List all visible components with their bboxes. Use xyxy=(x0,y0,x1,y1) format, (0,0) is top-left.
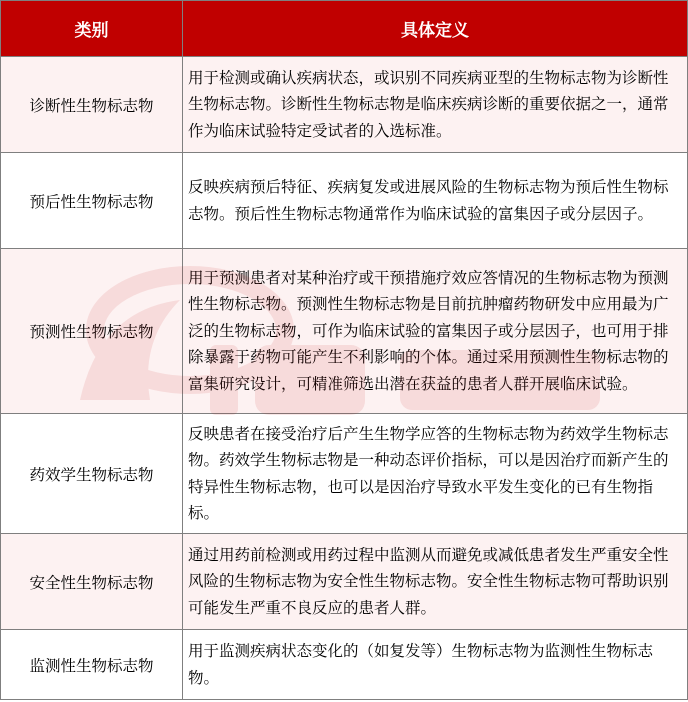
category-cell: 诊断性生物标志物 xyxy=(1,57,183,153)
table-row xyxy=(1,249,688,414)
definition-cell: 反映患者在接受治疗后产生生物学应答的生物标志物为药效学生物标志物。药效学生物标志物是一种动态评价指标，可以是因治疗而新产生的特异性生物标志物，也可以是因治疗导致水平发生变化的已有生物指标。 xyxy=(183,414,688,534)
table-row xyxy=(1,57,688,153)
table-row xyxy=(1,414,688,534)
header-definition: 具体定义 xyxy=(183,1,688,57)
category-cell: 预测性生物标志物 xyxy=(1,249,183,414)
definition-cell: 用于预测患者对某种治疗或干预措施疗效应答情况的生物标志物为预测性生物标志物。预测性生物标志物是目前抗肿瘤药物研发中应用最为广泛的生物标志物，可作为临床试验的富集因子或分层因子，也可用于排除暴露于药物可能产生不利影响的个体。通过采用预测性生物标志物的富集研究设计，可精准筛选出潜在获益的患者人群开展临床试验。 xyxy=(183,249,688,414)
definition-cell: 通过用药前检测或用药过程中监测从而避免或减低患者发生严重安全性风险的生物标志物为安全性生物标志物。安全性生物标志物可帮助识别可能发生严重不良反应的患者人群。 xyxy=(183,534,688,630)
header-category: 类别 xyxy=(1,1,183,57)
category-cell: 预后性生物标志物 xyxy=(1,153,183,249)
category-cell: 药效学生物标志物 xyxy=(1,414,183,534)
category-cell: 安全性生物标志物 xyxy=(1,534,183,630)
definition-cell: 用于检测或确认疾病状态，或识别不同疾病亚型的生物标志物为诊断性生物标志物。诊断性生物标志物是临床疾病诊断的重要依据之一，通常作为临床试验特定受试者的入选标准。 xyxy=(183,57,688,153)
definition-cell: 反映疾病预后特征、疾病复发或进展风险的生物标志物为预后性生物标志物。预后性生物标志物通常作为临床试验的富集因子或分层因子。 xyxy=(183,153,688,249)
definition-cell: 用于监测疾病状态变化的（如复发等）生物标志物为监测性生物标志物。 xyxy=(183,630,688,700)
table-row xyxy=(1,153,688,249)
table-row xyxy=(1,534,688,630)
table-row xyxy=(1,630,688,700)
header-row xyxy=(1,1,688,57)
category-cell: 监测性生物标志物 xyxy=(1,630,183,700)
